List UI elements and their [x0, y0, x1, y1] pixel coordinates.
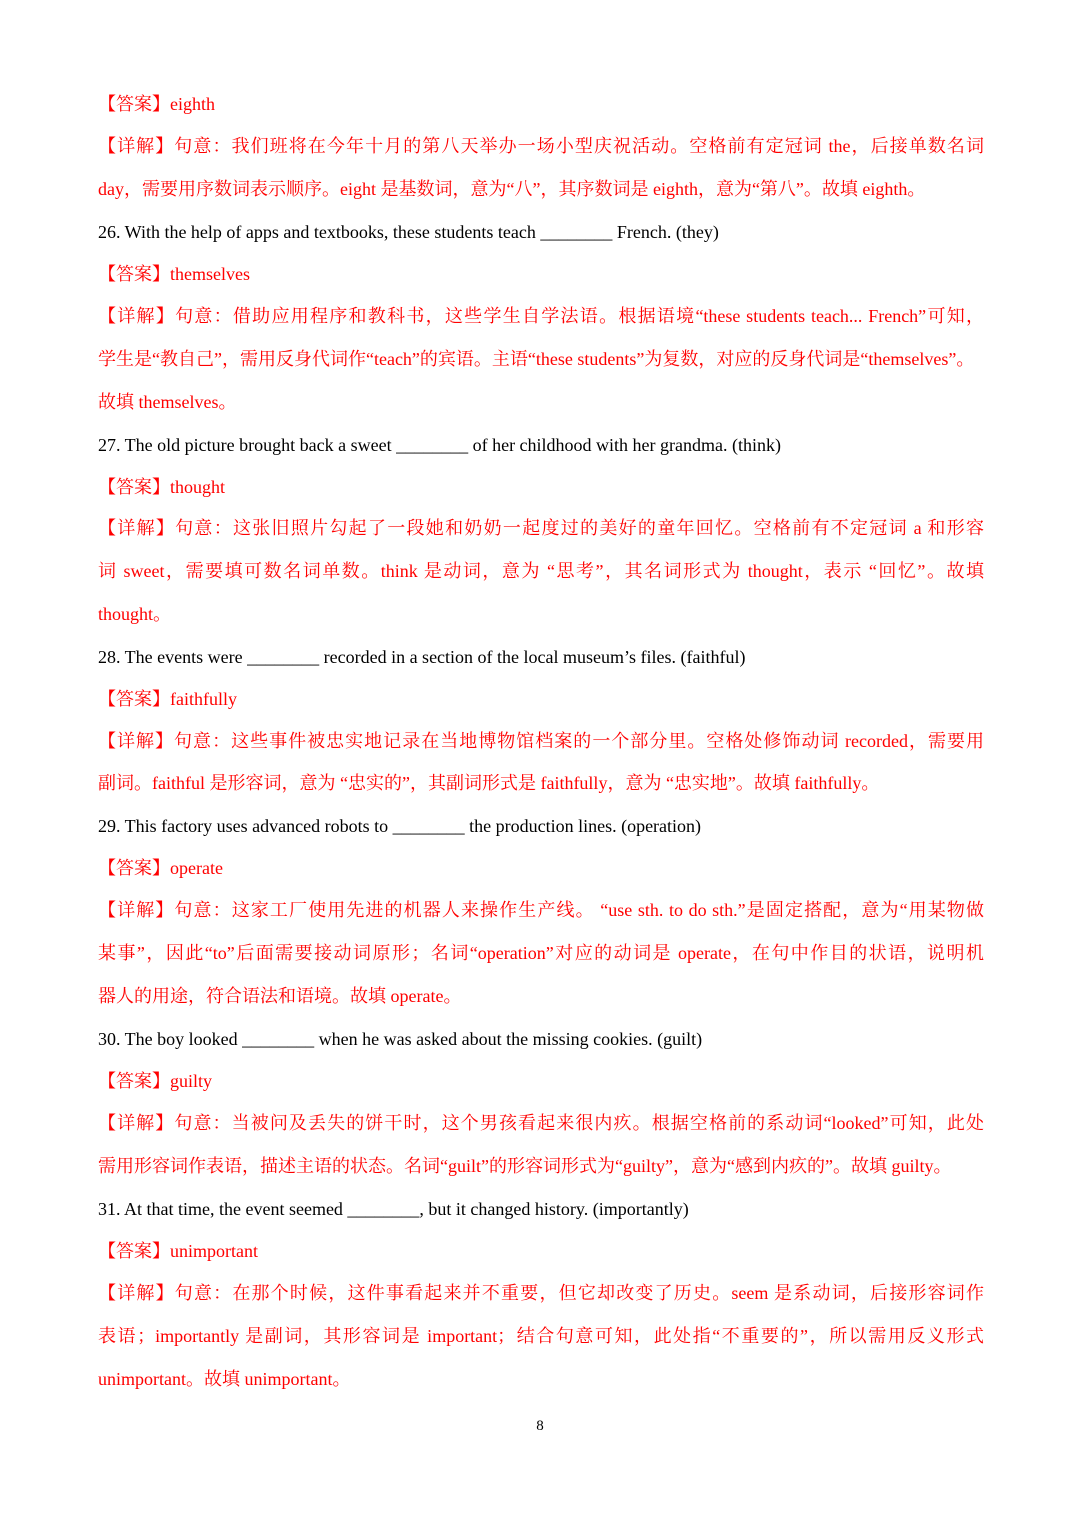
question-line: 27. The old picture brought back a sweet ________ of her childhood with her grandma. (think) — [98, 435, 781, 455]
question-line: 31. At that time, the event seemed ________, but it changed history. (importantly) — [98, 1199, 689, 1219]
answer-line: 【详解】句意：我们班将在今年十月的第八天举办一场小型庆祝活动。空格前有定冠词 the，后接单数名词 — [98, 136, 984, 156]
answer-line: 某事”，因此“to”后面需要接动词原形；名词“operation”对应的动词是 operate，在句中作目的状语，说明机 — [98, 943, 984, 963]
answer-line: 需用形容词作表语，描述主语的状态。名词“guilt”的形容词形式为“guilty”，意为“感到内疚的”。故填 guilty。 — [98, 1156, 952, 1176]
answer-line: 【答案】guilty — [98, 1071, 213, 1091]
answer-line: 器人的用途，符合语法和语境。故填 operate。 — [98, 986, 462, 1006]
answer-line: 【详解】句意：当被问及丢失的饼干时，这个男孩看起来很内疚。根据空格前的系动词“looked”可知，此处 — [98, 1113, 984, 1133]
answer-line: 词 sweet，需要填可数名词单数。think 是动词，意为 “思考”，其名词形式为 thought，表示 “回忆”。故填 — [98, 561, 984, 581]
answer-line: 故填 themselves。 — [98, 392, 237, 412]
answer-line: day，需要用序数词表示顺序。eight 是基数词，意为“八”，其序数词是 eighth，意为“第八”。故填 eighth。 — [98, 179, 926, 199]
question-line: 30. The boy looked ________ when he was asked about the missing cookies. (guilt) — [98, 1029, 703, 1049]
question-line: 26. With the help of apps and textbooks, these students teach ________ French. (they) — [98, 222, 719, 242]
answer-line: 学生是“教自己”，需用反身代词作“teach”的宾语。主语“these students”为复数，对应的反身代词是“themselves”。 — [98, 349, 975, 369]
answer-line: thought。 — [98, 604, 172, 624]
answer-line: 【详解】句意：这张旧照片勾起了一段她和奶奶一起度过的美好的童年回忆。空格前有不定冠词 a 和形容 — [98, 518, 984, 538]
answer-line: unimportant。故填 unimportant。 — [98, 1369, 351, 1389]
answer-line: 【详解】句意：这家工厂使用先进的机器人来操作生产线。 “use sth. to do sth.”是固定搭配，意为“用某物做 — [98, 900, 984, 920]
answer-line: 副词。faithful 是形容词，意为 “忠实的”，其副词形式是 faithfully，意为 “忠实地”。故填 faithfully。 — [98, 773, 880, 793]
answer-line: 【答案】unimportant — [98, 1241, 258, 1261]
answer-line: 【答案】operate — [98, 858, 223, 878]
question-line: 28. The events were ________ recorded in a section of the local museum’s files. (faithful) — [98, 647, 746, 667]
answer-line: 【详解】句意：这些事件被忠实地记录在当地博物馆档案的一个部分里。空格处修饰动词 recorded，需要用 — [98, 731, 984, 751]
answer-line: 【答案】eighth — [98, 94, 215, 114]
answer-line: 【详解】句意：在那个时候，这件事看起来并不重要，但它却改变了历史。seem 是系动词，后接形容词作 — [98, 1283, 984, 1303]
page-number: 8 — [536, 1418, 544, 1434]
answer-line: 【答案】thought — [98, 477, 226, 497]
answer-line: 【答案】themselves — [98, 264, 250, 284]
answer-line: 表语；importantly 是副词，其形容词是 important；结合句意可知，此处指“不重要的”，所以需用反义形式 — [98, 1326, 984, 1346]
answer-line: 【答案】faithfully — [98, 689, 237, 709]
answer-line: 【详解】句意：借助应用程序和教科书，这些学生自学法语。根据语境“these students teach... French”可知， — [98, 306, 984, 326]
question-line: 29. This factory uses advanced robots to ________ the production lines. (operation) — [98, 816, 702, 836]
